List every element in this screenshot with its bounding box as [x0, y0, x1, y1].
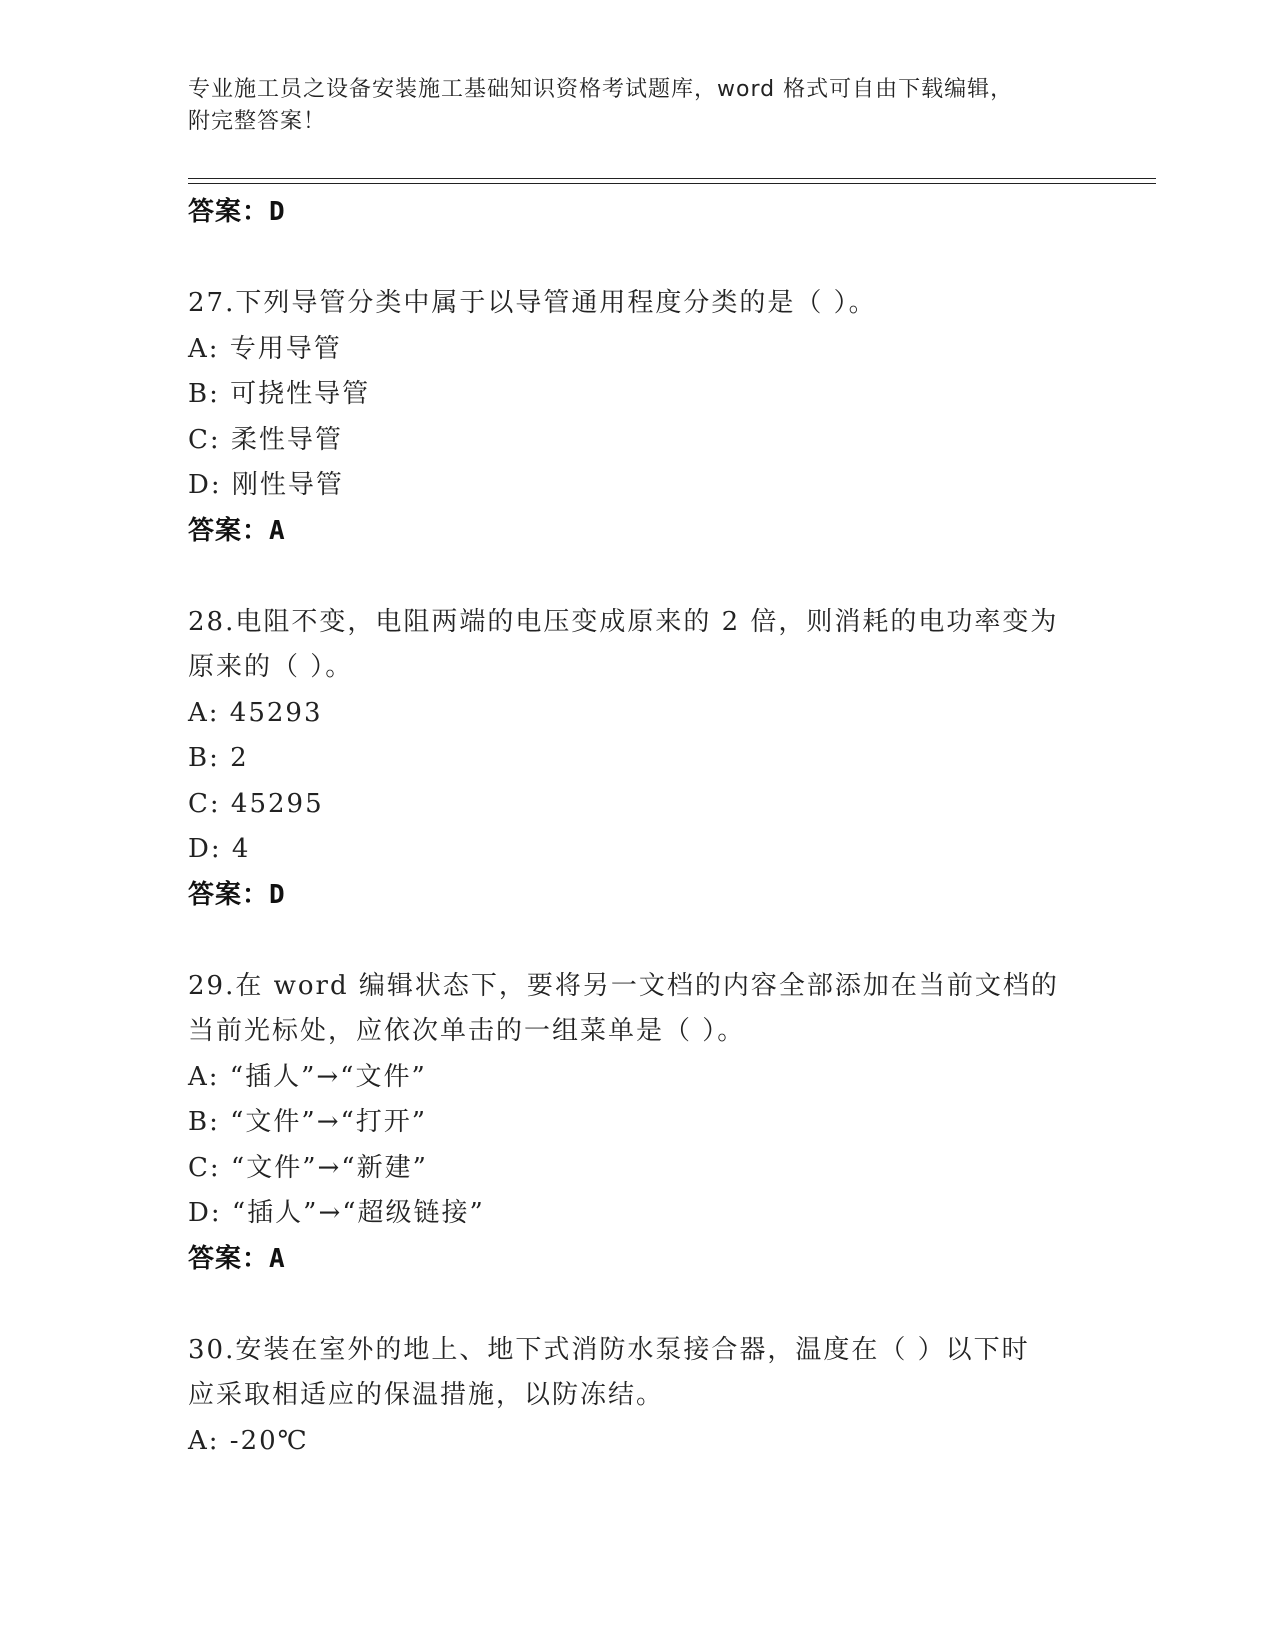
header-line-2: 附完整答案！ [188, 109, 327, 134]
option-c: C: “文件”→“新建” [188, 1152, 428, 1183]
option-b: B: “文件”→“打开” [188, 1107, 428, 1137]
answer-line [188, 873, 1088, 919]
answer-label: 答案： [188, 197, 270, 227]
question-stem: 30.安装在室外的地上、地下式消防水泵接合器，温度在（ ）以下时 [188, 1334, 1030, 1365]
question-stem: 29.在 word 编辑状态下，要将另一文档的内容全部添加在当前文档的 [188, 970, 1059, 1001]
option-c: C: 45295 [188, 788, 324, 819]
answer-line [188, 190, 1088, 236]
question-30 [188, 1328, 1088, 1465]
option-c: C: 柔性导管 [188, 424, 343, 455]
spacer [188, 1282, 1088, 1328]
header-divider-bottom [188, 183, 1156, 184]
option-b: B: 可挠性导管 [188, 379, 371, 409]
answer-label: 答案： [188, 515, 270, 546]
spacer [188, 236, 1088, 282]
header-line-1: 专业施工员之设备安装施工基础知识资格考试题库，word 格式可自由下载编辑， [188, 77, 1014, 102]
answer-value: D [269, 197, 286, 227]
option-b: B: 2 [188, 743, 249, 773]
question-29 [188, 964, 1088, 1283]
question-stem-continued: 应采取相适应的保温措施，以防冻结。 [188, 1380, 665, 1410]
answer-label: 答案： [188, 1243, 270, 1274]
question-28 [188, 600, 1088, 919]
question-stem: 27.下列导管分类中属于以导管通用程度分类的是（ ）。 [188, 288, 877, 318]
option-d: D: 刚性导管 [188, 470, 344, 500]
spacer [188, 554, 1088, 600]
answer-value: D [269, 879, 286, 910]
question-27 [188, 281, 1088, 554]
header-divider-top [188, 178, 1156, 179]
question-stem: 28.电阻不变，电阻两端的电压变成原来的 2 倍，则消耗的电功率变为 [188, 606, 1059, 637]
option-a: A: 专用导管 [188, 333, 342, 364]
option-d: D: “插人”→“超级链接” [188, 1198, 485, 1228]
answer-label: 答案： [188, 879, 270, 910]
option-a: A: -20℃ [188, 1425, 309, 1456]
spacer [188, 918, 1088, 964]
answer-value: A [269, 1243, 286, 1274]
question-stem-continued: 原来的（ ）。 [188, 652, 354, 682]
document-header [188, 74, 1068, 138]
option-a: A: “插人”→“文件” [188, 1061, 427, 1092]
option-d: D: 4 [188, 834, 251, 864]
answer-line [188, 1237, 1088, 1283]
question-stem-continued: 当前光标处，应依次单击的一组菜单是（ ）。 [188, 1016, 746, 1046]
option-a: A: 45293 [188, 697, 323, 728]
question-list [188, 190, 1088, 1464]
answer-line [188, 509, 1088, 555]
answer-value: A [269, 515, 286, 546]
